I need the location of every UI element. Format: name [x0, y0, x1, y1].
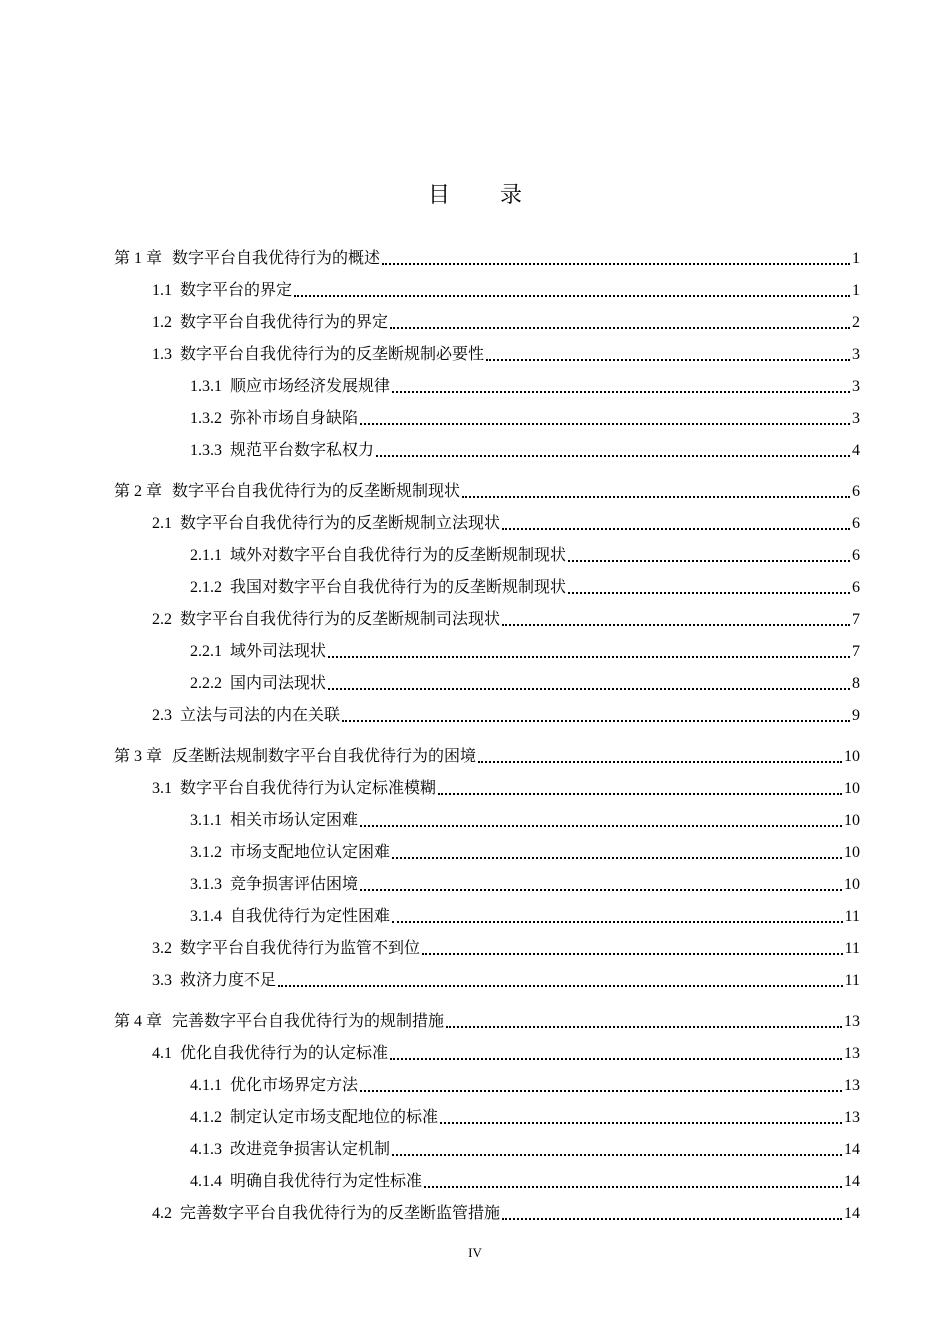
toc-subsection-entry[interactable]: [190, 671, 860, 695]
toc-entry-page-number: 2: [852, 314, 860, 331]
toc-dot-leader: [424, 1185, 842, 1188]
toc-dot-leader: [360, 422, 850, 425]
toc-entry-number: 3.1.1: [190, 812, 222, 829]
toc-entry-title: 明确自我优待行为定性标准: [230, 1171, 423, 1190]
toc-entry-title: 数字平台自我优待行为的反垄断规制立法现状: [180, 513, 501, 532]
toc-subsection-entry[interactable]: [190, 1105, 860, 1129]
toc-entry-page-number: 3: [852, 346, 860, 363]
toc-entry-title: 优化自我优待行为的认定标准: [180, 1043, 389, 1062]
toc-entry-number: 1.3.3: [190, 442, 222, 459]
toc-chapter-entry[interactable]: [114, 1009, 860, 1033]
toc-entry-page-number: 1: [852, 250, 860, 267]
toc-dot-leader: [392, 920, 843, 923]
toc-entry-number: 1.3.1: [190, 378, 222, 395]
toc-entry-number: 4.1.2: [190, 1109, 222, 1126]
toc-entry-page-number: 1: [852, 282, 860, 299]
toc-section-entry[interactable]: [152, 342, 860, 366]
toc-entry-page-number: 7: [852, 643, 860, 660]
toc-entry-number: 3.2: [152, 940, 172, 957]
toc-entry-page-number: 6: [852, 483, 860, 500]
toc-entry-page-number: 11: [844, 908, 860, 925]
toc-entry-page-number: 10: [844, 780, 860, 797]
toc-section-entry[interactable]: [152, 607, 860, 631]
toc-entry-title: 弥补市场自身缺陷: [230, 408, 359, 427]
toc-entry-number: 2.3: [152, 707, 172, 724]
toc-entry-page-number: 6: [852, 515, 860, 532]
toc-section-entry[interactable]: [152, 310, 860, 334]
toc-dot-leader: [446, 1025, 842, 1028]
toc-dot-leader: [360, 888, 842, 891]
toc-dot-leader: [502, 623, 850, 626]
toc-entry-number: 3.1.4: [190, 908, 222, 925]
toc-dot-leader: [392, 390, 850, 393]
toc-entry-page-number: 10: [844, 844, 860, 861]
toc-section-entry[interactable]: [152, 703, 860, 727]
toc-entry-title: 数字平台自我优待行为的反垄断规制现状: [172, 481, 461, 500]
toc-dot-leader: [462, 495, 850, 498]
toc-entry-page-number: 13: [844, 1045, 860, 1062]
toc-entry-title: 优化市场界定方法: [230, 1075, 359, 1094]
toc-entry-number: 2.2: [152, 611, 172, 628]
toc-entry-number: 4.2: [152, 1205, 172, 1222]
toc-entry-page-number: 14: [844, 1173, 860, 1190]
toc-entry-page-number: 7: [852, 611, 860, 628]
toc-dot-leader: [390, 326, 850, 329]
toc-dot-leader: [382, 262, 850, 265]
page-title: [0, 178, 950, 209]
toc-entry-title: 数字平台自我优待行为认定标准模糊: [180, 778, 437, 797]
toc-entry-page-number: 9: [852, 707, 860, 724]
toc-entry-title: 救济力度不足: [180, 970, 277, 989]
toc-section-entry[interactable]: [152, 776, 860, 800]
toc-dot-leader: [294, 294, 850, 297]
toc-entry-page-number: 6: [852, 547, 860, 564]
toc-entry-title: 数字平台自我优待行为的反垄断规制司法现状: [180, 609, 501, 628]
toc-section-entry[interactable]: [152, 1041, 860, 1065]
toc-entry-title: 顺应市场经济发展规律: [230, 376, 391, 395]
toc-dot-leader: [390, 1057, 842, 1060]
toc-entry-title: 国内司法现状: [230, 673, 327, 692]
title-char: 目: [427, 183, 450, 208]
toc-entry-title: 竞争损害评估困境: [230, 874, 359, 893]
toc-entry-page-number: 13: [844, 1077, 860, 1094]
toc-section-entry[interactable]: [152, 511, 860, 535]
toc-entry-number: 1.3.2: [190, 410, 222, 427]
toc-dot-leader: [342, 719, 850, 722]
toc-entry-title: 改进竞争损害认定机制: [230, 1139, 391, 1158]
toc-section-entry[interactable]: [152, 1201, 860, 1225]
title-char: 录: [500, 183, 523, 208]
toc-entry-number: 4.1.3: [190, 1141, 222, 1158]
toc-subsection-entry[interactable]: [190, 1073, 860, 1097]
toc-entry-number: 2.2.2: [190, 675, 222, 692]
toc-entry-number: 第 1 章: [114, 250, 163, 267]
toc-dot-leader: [360, 1089, 842, 1092]
toc-entry-title: 域外对数字平台自我优待行为的反垄断规制现状: [230, 545, 567, 564]
toc-entry-number: 2.1.2: [190, 579, 222, 596]
toc-entry-number: 3.1.2: [190, 844, 222, 861]
toc-dot-leader: [502, 527, 850, 530]
toc-entry-title: 反垄断法规制数字平台自我优待行为的困境: [172, 746, 477, 765]
toc-entry-number: 1.1: [152, 282, 172, 299]
toc-subsection-entry[interactable]: [190, 575, 860, 599]
toc-entry-title: 制定认定市场支配地位的标准: [230, 1107, 439, 1126]
toc-entry-number: 3.1.3: [190, 876, 222, 893]
toc-entry-page-number: 10: [844, 876, 860, 893]
toc-subsection-entry[interactable]: [190, 406, 860, 430]
toc-entry-number: 2.1.1: [190, 547, 222, 564]
toc-entry-title: 完善数字平台自我优待行为的反垄断监管措施: [180, 1203, 501, 1222]
toc-entry-title: 完善数字平台自我优待行为的规制措施: [172, 1011, 445, 1030]
toc-entry-title: 数字平台自我优待行为的概述: [172, 248, 381, 267]
toc-entry-number: 4.1.1: [190, 1077, 222, 1094]
toc-entry-title: 数字平台的界定: [180, 280, 293, 299]
toc-entry-page-number: 14: [844, 1141, 860, 1158]
toc-dot-leader: [422, 952, 843, 955]
toc-entry-title: 规范平台数字私权力: [230, 440, 375, 459]
toc-entry-title: 自我优待行为定性困难: [230, 906, 391, 925]
toc-subsection-entry[interactable]: [190, 374, 860, 398]
toc-section-entry[interactable]: [152, 936, 860, 960]
toc-dot-leader: [440, 1121, 842, 1124]
toc-dot-leader: [328, 655, 850, 658]
toc-chapter-entry[interactable]: [114, 246, 860, 270]
toc-entry-number: 1.3: [152, 346, 172, 363]
toc-entry-page-number: 11: [844, 972, 860, 989]
toc-entry-title: 数字平台自我优待行为的反垄断规制必要性: [180, 344, 485, 363]
toc-entry-number: 3.3: [152, 972, 172, 989]
toc-dot-leader: [486, 358, 850, 361]
toc-entry-number: 2.2.1: [190, 643, 222, 660]
toc-subsection-entry[interactable]: [190, 808, 860, 832]
toc-dot-leader: [392, 856, 842, 859]
toc-subsection-entry[interactable]: [190, 1137, 860, 1161]
toc-entry-title: 立法与司法的内在关联: [180, 705, 341, 724]
toc-entry-title: 数字平台自我优待行为监管不到位: [180, 938, 421, 957]
toc-subsection-entry[interactable]: [190, 872, 860, 896]
toc-dot-leader: [392, 1153, 842, 1156]
toc-dot-leader: [438, 792, 842, 795]
toc-entry-page-number: 3: [852, 378, 860, 395]
toc-entry-page-number: 10: [844, 812, 860, 829]
toc-entry-page-number: 11: [844, 940, 860, 957]
toc-entry-title: 数字平台自我优待行为的界定: [180, 312, 389, 331]
toc-entry-page-number: 4: [852, 442, 860, 459]
toc-entry-number: 4.1: [152, 1045, 172, 1062]
toc-dot-leader: [278, 984, 843, 987]
toc-entry-number: 第 3 章: [114, 748, 163, 765]
toc-chapter-entry[interactable]: [114, 744, 860, 768]
toc-dot-leader: [568, 591, 850, 594]
toc-entry-number: 1.2: [152, 314, 172, 331]
toc-chapter-entry[interactable]: [114, 479, 860, 503]
toc-entry-number: 2.1: [152, 515, 172, 532]
toc-dot-leader: [376, 454, 850, 457]
toc-entry-page-number: 3: [852, 410, 860, 427]
toc-entry-page-number: 13: [844, 1109, 860, 1126]
toc-entry-title: 相关市场认定困难: [230, 810, 359, 829]
toc-entry-page-number: 10: [844, 748, 860, 765]
toc-entry-page-number: 6: [852, 579, 860, 596]
toc-entry-number: 4.1.4: [190, 1173, 222, 1190]
toc-subsection-entry[interactable]: [190, 543, 860, 567]
toc-dot-leader: [502, 1217, 842, 1220]
toc-entry-title: 域外司法现状: [230, 641, 327, 660]
toc-entry-title: 我国对数字平台自我优待行为的反垄断规制现状: [230, 577, 567, 596]
toc-entry-page-number: 13: [844, 1013, 860, 1030]
toc-dot-leader: [568, 559, 850, 562]
toc-entry-title: 市场支配地位认定困难: [230, 842, 391, 861]
toc-dot-leader: [478, 760, 842, 763]
toc-subsection-entry[interactable]: [190, 639, 860, 663]
toc-entry-number: 3.1: [152, 780, 172, 797]
toc-entry-number: 第 4 章: [114, 1013, 163, 1030]
toc-subsection-entry[interactable]: [190, 904, 860, 928]
toc-dot-leader: [360, 824, 842, 827]
toc-subsection-entry[interactable]: [190, 840, 860, 864]
toc-section-entry[interactable]: [152, 968, 860, 992]
toc-dot-leader: [328, 687, 850, 690]
toc-section-entry[interactable]: [152, 278, 860, 302]
toc-entry-page-number: 14: [844, 1205, 860, 1222]
toc-subsection-entry[interactable]: [190, 1169, 860, 1193]
footer-page-number: IV: [468, 1245, 482, 1260]
toc-entry-number: 第 2 章: [114, 483, 163, 500]
toc-entry-page-number: 8: [852, 675, 860, 692]
toc-subsection-entry[interactable]: [190, 438, 860, 462]
